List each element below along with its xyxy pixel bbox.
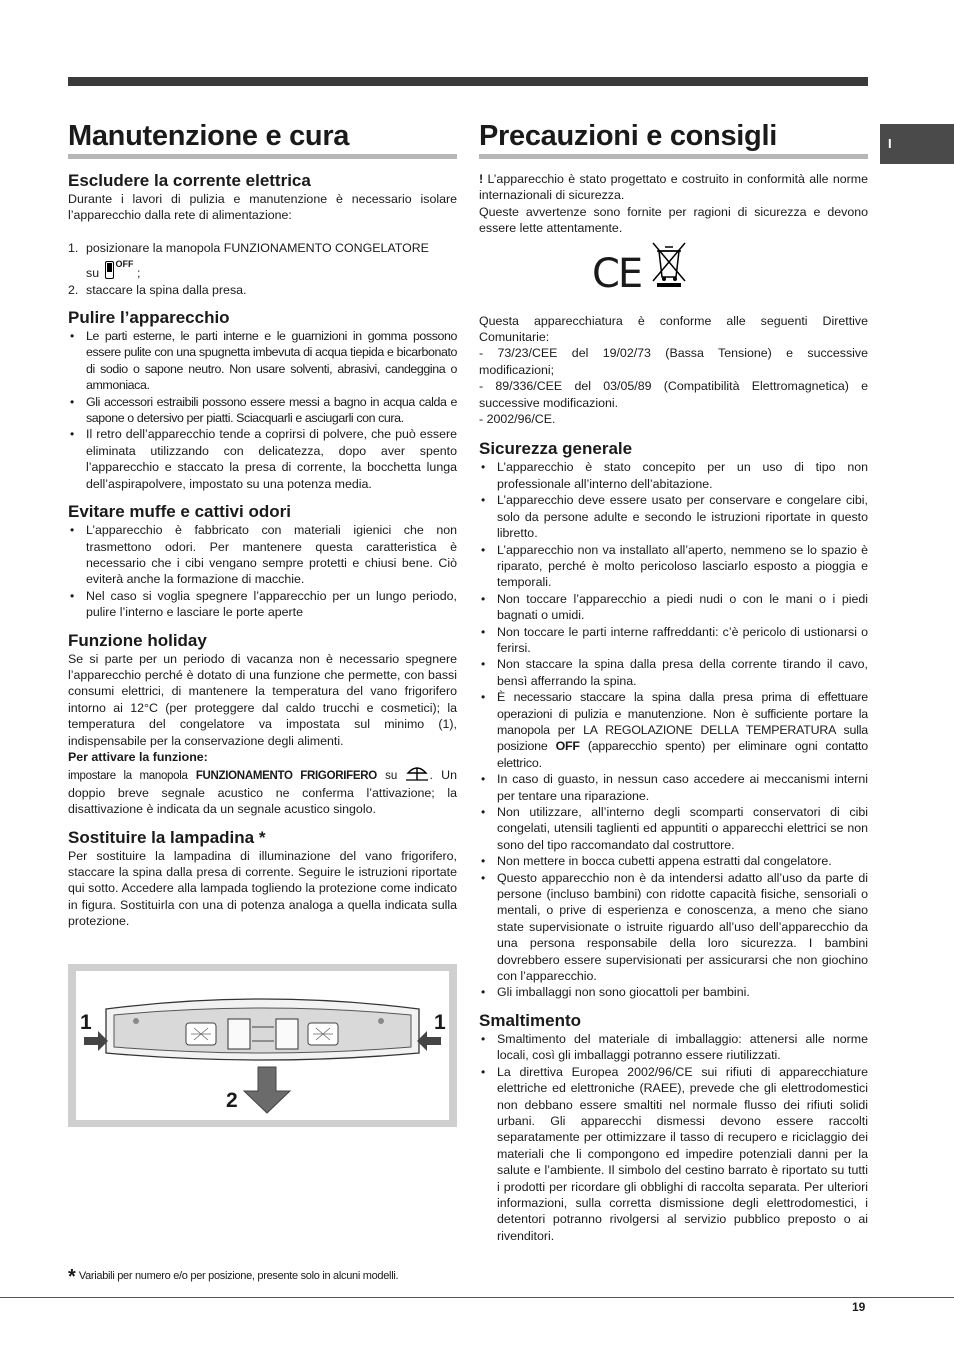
precauzioni-intro [479, 171, 868, 204]
list-item-plug [497, 689, 868, 771]
holiday-instructions [68, 765, 457, 817]
directive-2: - 89/336/CEE del 03/05/89 (Compatibilità Elettromagnetica) e successive modificazioni. [479, 379, 868, 410]
list-item: • Nel caso si voglia spegnere l’apparecchio per un lungo periodo, pulire l’interno e lasciare le porte aperte [86, 588, 457, 621]
plug-off: OFF [555, 739, 580, 754]
step-text: posizionare la manopola FUNZIONAMENTO CONGELATORE [86, 240, 429, 255]
holiday-set-post: . Un doppio breve segnale acustico ne conferma l’attivazione; la disattivazione è indicata da un segnale acustico singolo. [68, 768, 457, 817]
plug-text-pre: È necessario staccare la spina dalla presa prima di effettuare operazioni di pulizia e manutenzione. Non è sufficiente portare la manopola per LA REGOLAZIONE DELLA TEMPERATURA sulla posizione [497, 690, 868, 754]
list-item: • Smaltimento del materiale di imballaggio: attenersi alle norme locali, così gli imballaggi potranno essere riutilizzati. [497, 1031, 868, 1064]
holiday-umbrella-icon [405, 765, 429, 781]
sicurezza-list [479, 459, 868, 1000]
lamp-cover-illustration [76, 971, 449, 1120]
list-item: • La direttiva Europea 2002/96/CE sui rifiuti di apparecchiature elettriche ed elettroniche (RAEE), prevede che gli elettrodomestici non debbano essere smaltiti nel normale flusso dei rifiuti solidi urbani. Gli apparecchi dismessi devono essere raccolti separatamente per ottimizzare il tasso di recupero e riciclaggio dei materiali che li compongono ed impedire potenziali danni per la salute e l’ambiente. Il simbolo del cestino barrato è riportato su tutti i prodotti per ricordare gli obblighi di raccolta separata. Per ulteriori informazioni, sulla corretta dismissione degli elettrodomestici, i detentori potranno rivolgersi al servizio pubblico preposto o ai rivenditori. [497, 1064, 868, 1244]
directive-3: - 2002/96/CE. [479, 412, 556, 427]
figure-label-right: 1 [434, 1011, 446, 1034]
directives-intro: Questa apparecchiatura è conforme alle seguenti Direttive Comunitarie: [479, 313, 868, 345]
heading-lampadina: Sostituire la lampadina * [68, 827, 266, 847]
list-item: • Non toccare l’apparecchio a piedi nudi o con le mani o i piedi bagnati o umidi. [497, 591, 868, 624]
lampadina-text: Per sostituire la lampadina di illuminazione del vano frigorifero, staccare la spina dalla presa di corrente. Seguire le istruzioni riportate qui sotto. Accedere alla lampada togliendo la protezione come indicato in figura. Sostituirla con una di potenza analoga a quella indicata sulla protezione. [68, 848, 457, 929]
figure-label-left: 1 [80, 1011, 92, 1034]
escludere-step-1 [68, 240, 457, 282]
left-column [68, 118, 457, 930]
right-column [479, 118, 868, 1244]
heading-sicurezza: Sicurezza generale [479, 439, 633, 459]
list-item: • Gli imballaggi non sono giocattoli per bambini. [497, 984, 868, 1000]
step-end: ; [137, 266, 141, 281]
footnote [68, 1266, 398, 1289]
list-item: • Le parti esterne, le parti interne e le guarnizioni in gomma possono essere pulite con una spugnetta imbevuta di acqua tiepida e bicarbonato di sodio o sapone neutro. Non usare solventi, abrasivi, candeggina o ammoniaca. [86, 328, 457, 394]
list-item: • L’apparecchio non va installato all’aperto, nemmeno se lo spazio è riparato, perché è molto pericoloso lasciarlo esposto a pioggia e temporali. [497, 542, 868, 591]
list-item: • L’apparecchio deve essere usato per conservare e congelare cibi, solo da persone adulte e secondo le istruzioni riportate in questo libretto. [497, 492, 868, 541]
footnote-star: * [68, 1266, 76, 1288]
smaltimento-list [479, 1031, 868, 1244]
ce-mark: CE [592, 250, 642, 297]
list-item: • L’apparecchio è stato concepito per un uso di tipo non professionale all’interno dell’abitazione. [497, 459, 868, 492]
list-item: • In caso di guasto, in nessun caso accedere ai meccanismi interni per tentare una riparazione. [497, 771, 868, 804]
list-item: • Gli accessori estraibili possono essere messi a bagno in acqua calda e sapone o detersivo per piatti. Sciacquarli e asciugarli con cura. [86, 394, 457, 427]
page-number: 19 [852, 1300, 866, 1314]
escludere-intro: Durante i lavori di pulizia e manutenzione è necessario isolare l’apparecchio dalla rete di alimentazione: [68, 192, 457, 223]
intro-text-2: Queste avvertenze sono fornite per ragioni di sicurezza e devono essere lette attentamente. [479, 204, 868, 236]
heading-smaltimento: Smaltimento [479, 1010, 582, 1030]
directive-1: - 73/23/CEE del 19/02/73 (Bassa Tensione) e successive modificazioni; [479, 346, 868, 377]
list-item: • Non mettere in bocca cubetti appena estratti dal congelatore. [497, 853, 868, 869]
step-number: 2. [68, 282, 79, 297]
list-item: • Non utilizzare, all’interno degli scomparti conservatori di cibi congelati, utensili taglienti ed appuntiti o apparecchi elettrici se non sono del tipo raccomandato dal costruttore. [497, 804, 868, 853]
list-item: • Il retro dell’apparecchio tende a coprirsi di polvere, che può essere eliminata utilizzando con delicatezza, dopo aver spento l’apparecchio e staccato la presa di corrente, la bocchetta lunga dell’aspirapolvere, impostato su una potenza media. [86, 426, 457, 492]
knob-off-icon [105, 261, 114, 279]
top-rule [68, 77, 868, 86]
evitare-list [68, 522, 457, 620]
step-su: su [86, 266, 100, 281]
holiday-text: Se si parte per un periodo di vacanza non è necessario spegnere l’apparecchio perché è dotato di una funzione che permette, con bassi consumi elettrici, di mantenere la temperatura del vano frigorifero intorno ai 12°C (per proteggere dal caldo trucchi e cosmetici); la temperatura del congelatore va impostata sul minimo (1), indispensabile per la conservazione degli alimenti. [68, 651, 457, 748]
certification-marks [479, 241, 868, 303]
heading-escludere: Escludere la corrente elettrica [68, 171, 311, 190]
holiday-set-pre: impostare la manopola [68, 770, 188, 783]
list-item: • Non toccare le parti interne raffreddanti: c’è pericolo di ustionarsi o ferirsi. [497, 624, 868, 657]
intro-text-1: L’apparecchio è stato progettato e costruito in conformità alle norme internazionali di sicurezza. [479, 172, 868, 203]
crossed-bin-icon [649, 241, 689, 287]
pulire-list [68, 328, 457, 492]
holiday-knob-name: FUNZIONAMENTO FRIGORIFERO [195, 770, 377, 783]
lamp-figure [68, 964, 457, 1127]
footnote-text: Variabili per numero e/o per posizione, presente solo in alcuni modelli. [78, 1270, 399, 1282]
title-precauzioni: Precauzioni e consigli [479, 118, 868, 159]
list-item: • L’apparecchio è fabbricato con materiali igienici che non trasmettono odori. Per mantenere questa caratteristica è necessario che i cibi vengano sempre protetti e chiusi bene. Ciò eviterà anche la formazione di macchie. [86, 522, 457, 588]
list-item: • Questo apparecchio non è da intendersi adatto all’uso da parte di persone (incluso bambini) con ridotte capacità fisiche, sensoriali o mentali, o prive di esperienza e conoscenza, a meno che siano state supervisionate o istruite riguardo all’uso dell’apparecchio da una persona responsabile della loro sicurezza. I bambini dovrebbero essere supervisionati per assicurarsi che non giochino con l’apparecchio. [497, 870, 868, 985]
language-tab: I [880, 124, 954, 164]
escludere-steps [68, 240, 457, 298]
warning-mark: ! [479, 172, 484, 186]
off-label: OFF [115, 259, 134, 270]
heading-holiday: Funzione holiday [68, 630, 207, 650]
heading-evitare: Evitare muffe e cattivi odori [68, 502, 291, 522]
holiday-su: su [385, 770, 398, 783]
title-manutenzione: Manutenzione e cura [68, 118, 457, 159]
escludere-step-2 [68, 282, 457, 298]
figure-label-bottom: 2 [226, 1089, 238, 1112]
plug-text-post: (apparecchio spento) per eliminare ogni contatto elettrico. [497, 739, 868, 770]
step-number: 1. [68, 240, 79, 255]
heading-pulire: Pulire l’apparecchio [68, 308, 230, 328]
holiday-activate-label: Per attivare la funzione: [68, 749, 208, 764]
step-text: staccare la spina dalla presa. [86, 282, 247, 297]
list-item: • Non staccare la spina dalla presa della corrente tirando il cavo, bensì afferrando la spina. [497, 656, 868, 689]
lamp-figure-panel [76, 971, 449, 1120]
bottom-rule [0, 1297, 954, 1298]
